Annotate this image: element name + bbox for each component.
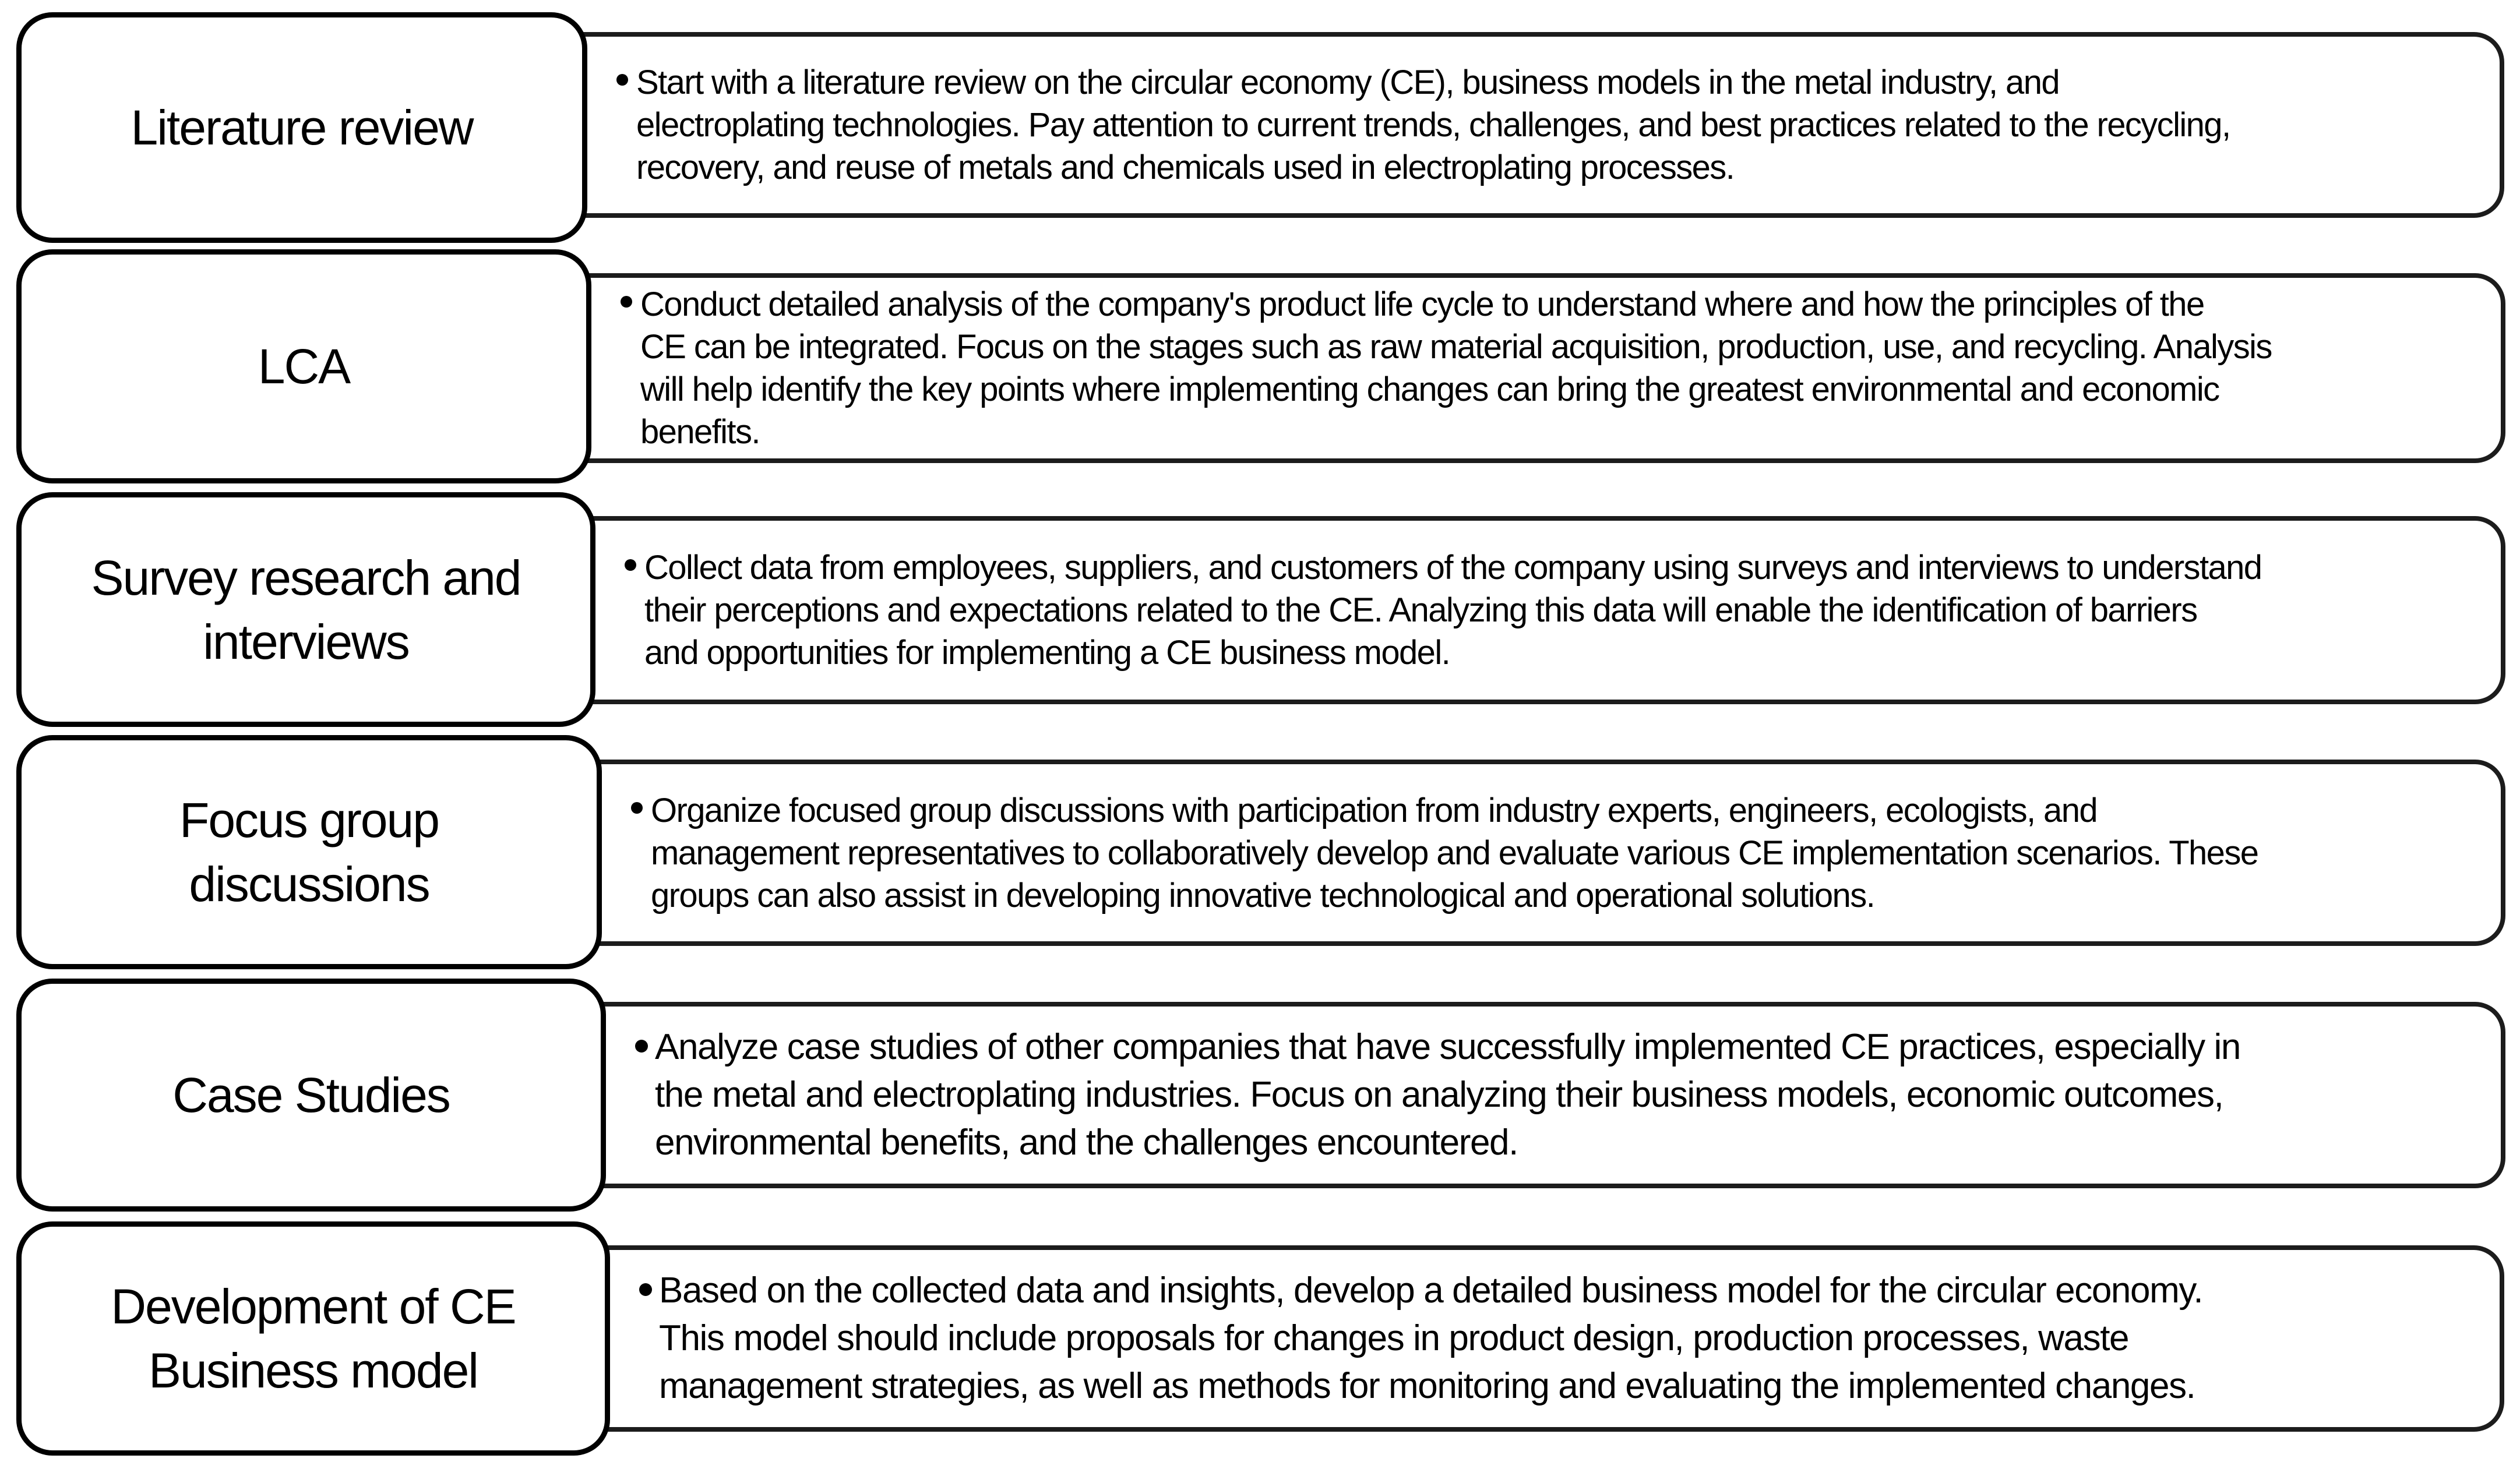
stage-label [91, 546, 520, 674]
description-line: will help identify the key points where implementing changes can bring the greatest environmental and economic [640, 370, 2219, 408]
description-line: Based on the collected data and insights, develop a detailed business model for the circular economy. [659, 1270, 2203, 1311]
stage-label-line: Case Studies [172, 1068, 450, 1122]
description-box-focus-group [597, 760, 2505, 946]
description-line: This model should include proposals for changes in product design, production processes, waste [659, 1318, 2129, 1358]
bullet-icon [631, 802, 643, 814]
stage-label [258, 334, 350, 398]
description-line: and opportunities for implementing a CE business model. [644, 634, 1450, 672]
description-line: their perceptions and expectations related to the CE. Analyzing this data will enable the identification of barriers [644, 591, 2197, 629]
description-text [587, 283, 2272, 453]
description-line: Collect data from employees, suppliers, and customers of the company using surveys and interviews to understand [644, 549, 2262, 587]
stage-label [172, 1063, 450, 1127]
description-line: the metal and electroplating industries. Focus on analyzing their business models, economic outcomes, [655, 1075, 2223, 1115]
stage-label-line: Development of CE [111, 1279, 516, 1334]
description-line: recovery, and reuse of metals and chemicals used in electroplating processes. [636, 149, 1735, 186]
description-line: Organize focused group discussions with participation from industry experts, engineers, ecologists, and [651, 791, 2098, 829]
stage-label-line: discussions [189, 857, 429, 912]
description-box-survey-research [591, 516, 2505, 704]
description-line: Start with a literature review on the circular economy (CE), business models in the metal industry, and [636, 63, 2060, 101]
bullet-icon [616, 74, 628, 86]
stage-box-case-studies [16, 979, 606, 1212]
stage-label [111, 1274, 515, 1403]
stage-label-line: Focus group [179, 793, 439, 848]
description-box-development-ce-business-model [605, 1245, 2504, 1432]
description-text [597, 789, 2258, 917]
description-text [591, 546, 2261, 674]
description-text [583, 61, 2230, 189]
description-line: groups can also assist in developing innovative technological and operational solutions. [651, 876, 1875, 914]
stage-label [131, 96, 473, 160]
description-box-lca [587, 273, 2505, 463]
stage-label-line: interviews [203, 614, 409, 669]
stage-label-line: Literature review [131, 100, 473, 155]
description-line: management representatives to collaboratively develop and evaluate various CE implementation scenarios. These [651, 834, 2258, 872]
description-line: environmental benefits, and the challenges encountered. [655, 1122, 1518, 1163]
stage-label-line: LCA [258, 339, 350, 394]
description-line: benefits. [640, 413, 760, 451]
bullet-icon [635, 1040, 648, 1053]
bullet-icon [639, 1283, 652, 1296]
description-line: electroplating technologies. Pay attention to current trends, challenges, and best practices related to the recycling, [636, 106, 2230, 144]
description-line: Conduct detailed analysis of the company's product life cycle to understand where and how the principles of the [640, 285, 2204, 323]
stage-box-development-ce-business-model [16, 1221, 610, 1456]
description-line: CE can be integrated. Focus on the stages such as raw material acquisition, production, use, and recycling. Analysis [640, 328, 2272, 366]
description-line: management strategies, as well as methods for monitoring and evaluating the implemented changes. [659, 1366, 2195, 1406]
stage-label [179, 788, 439, 916]
stage-box-lca [16, 249, 591, 483]
bullet-icon [625, 559, 636, 571]
description-box-case-studies [601, 1002, 2505, 1188]
description-line: Analyze case studies of other companies that have successfully implemented CE practices, especially in [655, 1027, 2240, 1067]
stage-label-line: Survey research and [91, 550, 521, 605]
description-box-literature-review [583, 32, 2504, 218]
stage-box-survey-research [16, 492, 595, 727]
stage-box-focus-group [16, 735, 602, 969]
stage-label-line: Business model [149, 1343, 478, 1398]
stage-box-literature-review [16, 12, 587, 243]
description-text [601, 1023, 2240, 1167]
bullet-icon [621, 296, 632, 308]
description-text [605, 1267, 2202, 1410]
